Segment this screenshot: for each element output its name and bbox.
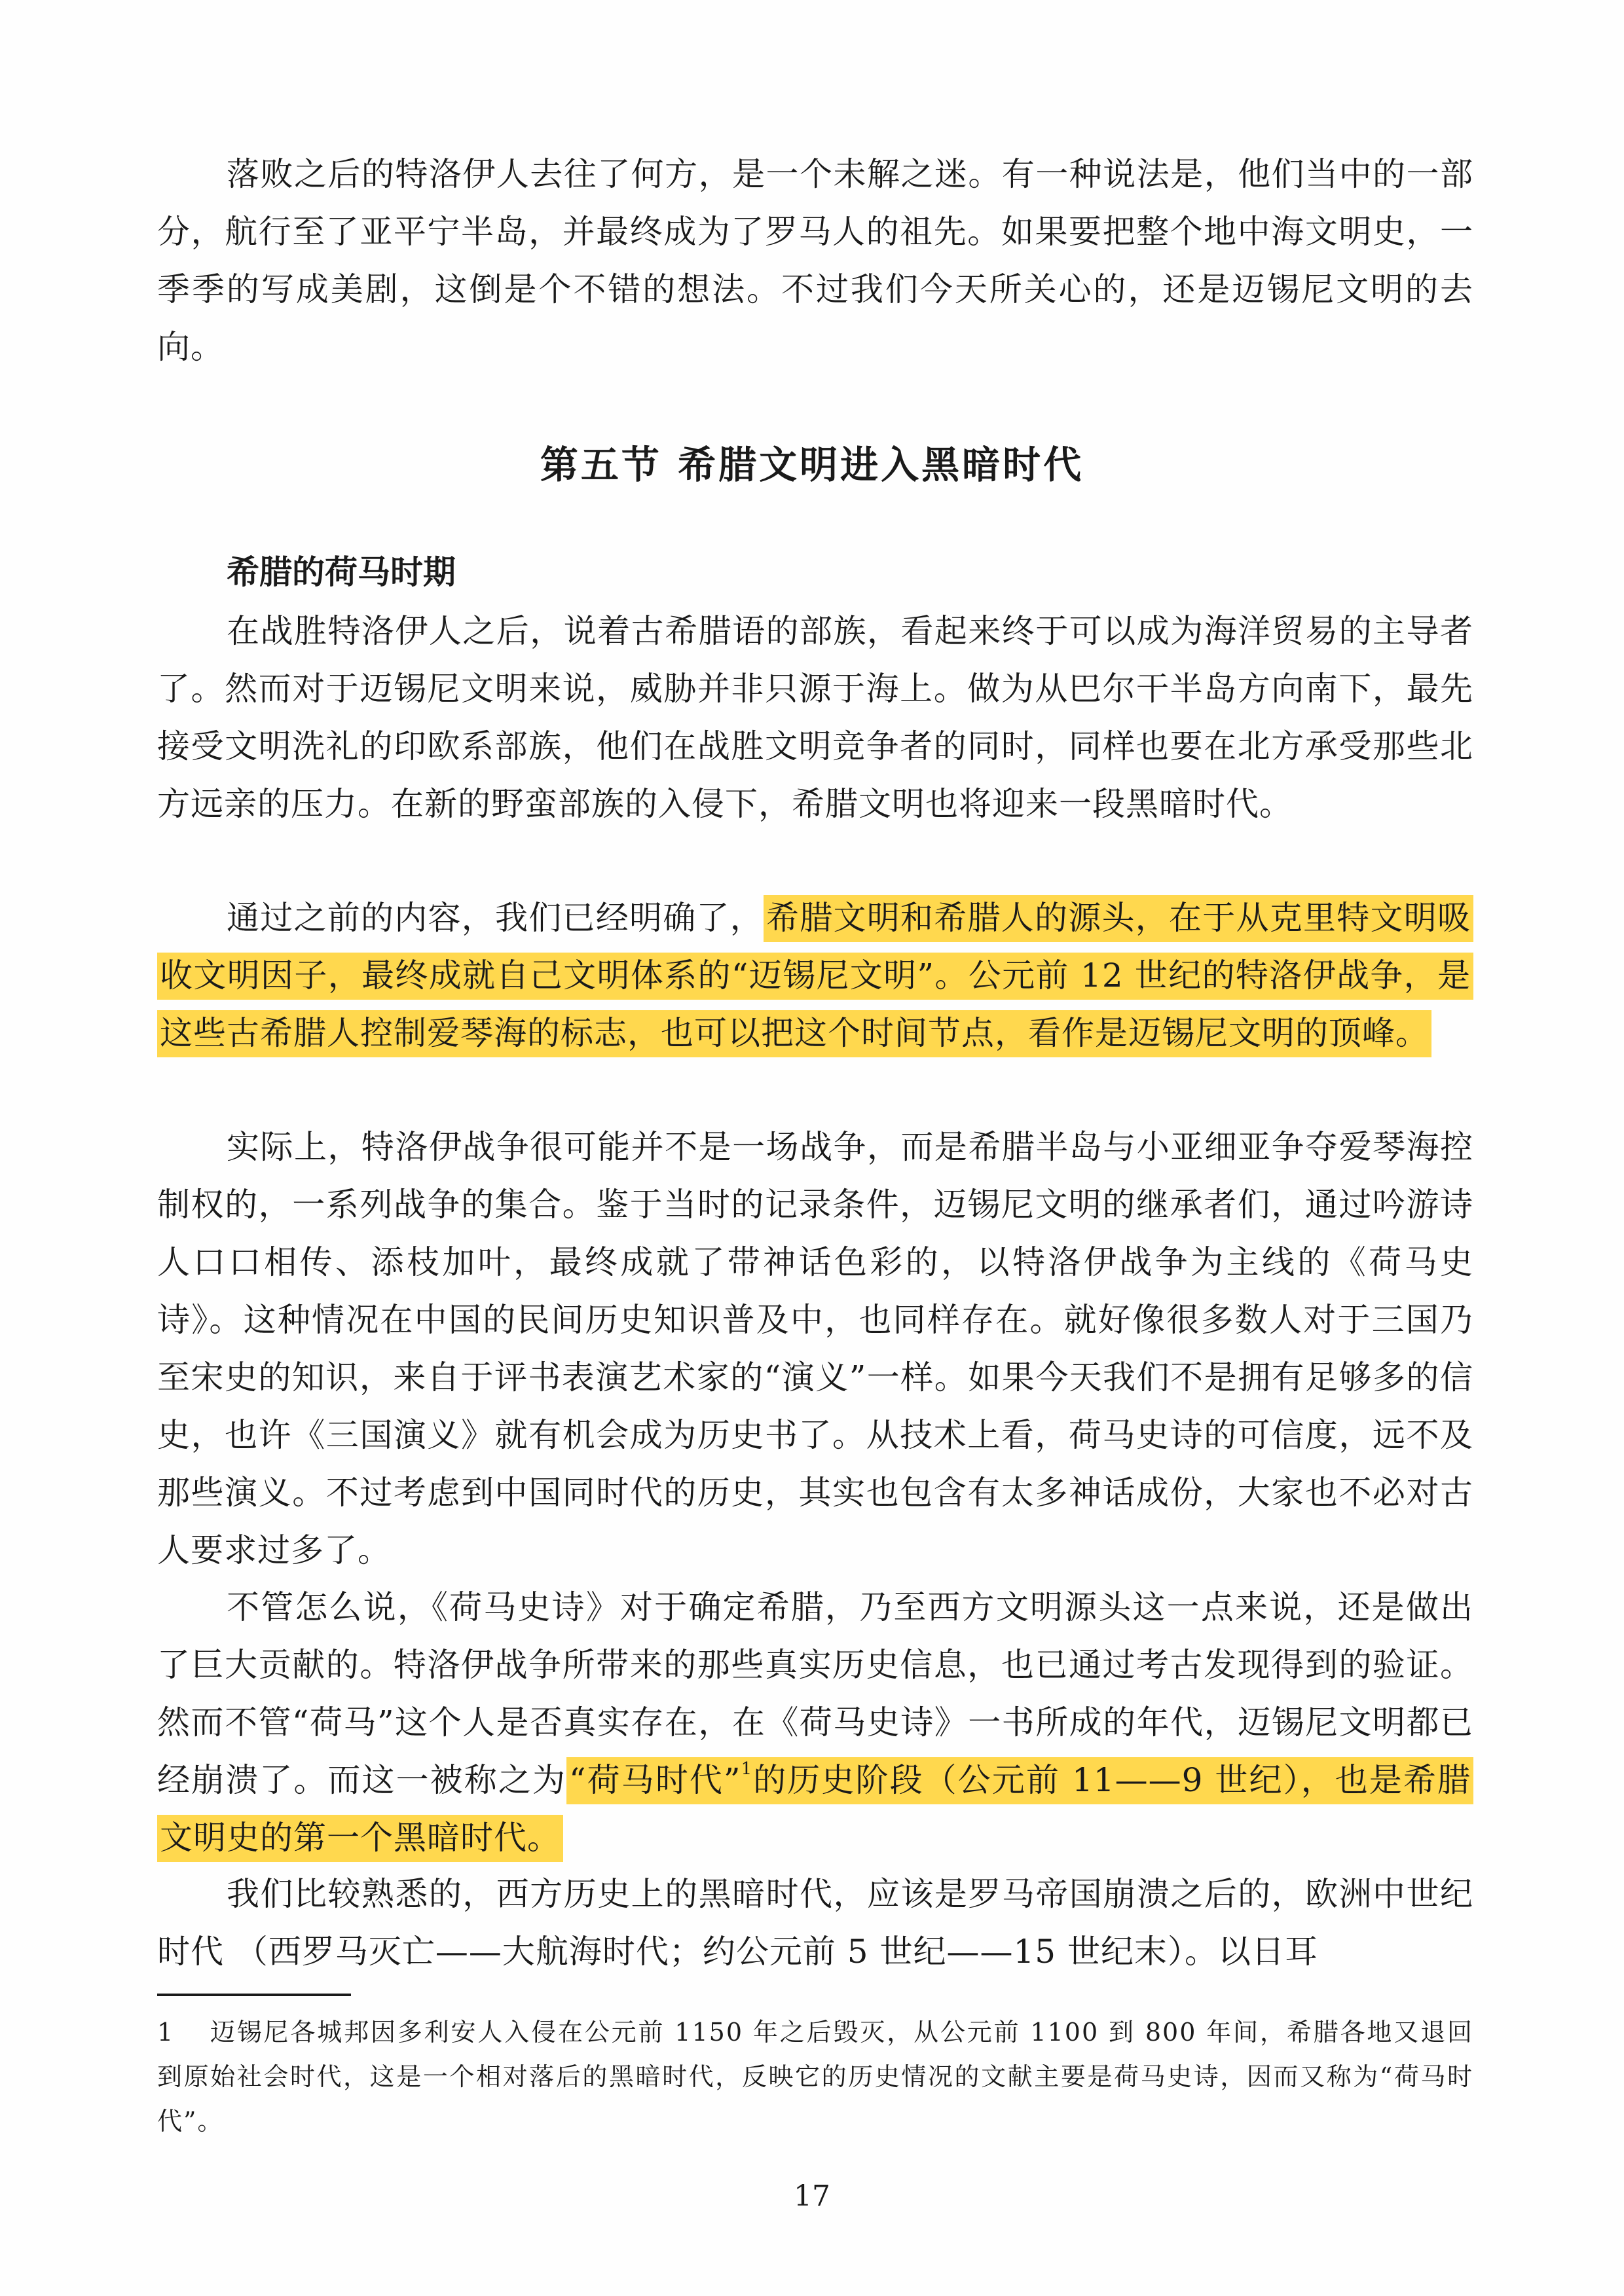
- paragraph-trojans-fate: 落败之后的特洛伊人去往了何方，是一个未解之迷。有一种说法是，他们当中的一部分，航行至了亚平宁半岛，并最终成为了罗马人的祖先。如果要把整个地中海文明史，一季季的写成美剧，这倒是个不错的想法。不过我们今天所关心的，还是迈锡尼文明的去向。: [157, 155, 1473, 366]
- paragraph-lead-text: 不管怎么说，《荷马史诗》对于确定希腊，乃至西方文明源头这一点来说，还是做出了巨大贡献的。特洛伊战争所带来的那些真实历史信息，也已通过考古发现得到的验证。然而不管“荷马”这个人是否真实存在，在《荷马史诗》一书所成的年代，迈锡尼文明都已经崩溃了。而这一被称之为: [157, 1588, 1473, 1799]
- paragraph-dark-age-intro: 在战胜特洛伊人之后，说着古希腊语的部族，看起来终于可以成为海洋贸易的主导者了。然而对于迈锡尼文明来说，威胁并非只源于海上。做为从巴尔干半岛方向南下，最先接受文明洗礼的印欧系部族，他们在战胜文明竞争者的同时，同样也要在北方承受那些北方远亲的压力。在新的野蛮部族的入侵下，希腊文明也将迎来一段黑暗时代。: [157, 612, 1473, 823]
- highlighted-text: 的历史阶段（公元前 11——9 世纪），也是希腊文明史的第一个黑暗时代。: [160, 1761, 1471, 1857]
- footnote-text: 迈锡尼各城邦因多利安人入侵在公元前 1150 年之后毁灭，从公元前 1100 到 800 年间，希腊各地又退回到原始社会时代，这是一个相对落后的黑暗时代，反映它的历史情况的文献主要是荷马史诗，因而又称为“荷马时代”。: [157, 2018, 1473, 2136]
- footnote-number: 1: [157, 2018, 175, 2047]
- section-title: 第五节 希腊文明进入黑暗时代: [540, 443, 1084, 487]
- paragraph-lead-text: 通过之前的内容，我们已经明确了，: [227, 899, 764, 937]
- paragraph-trojan-war: 实际上，特洛伊战争很可能并不是一场战争，而是希腊半岛与小亚细亚争夺爱琴海控制权的，一系列战争的集合。鉴于当时的记录条件，迈锡尼文明的继承者们，通过吟游诗人口口相传、添枝加叶，最终成就了带神话色彩的，以特洛伊战争为主线的《荷马史诗》。这种情况在中国的民间历史知识普及中，也同样存在。就好像很多数人对于三国乃至宋史的知识，来自于评书表演艺术家的“演义”一样。如果今天我们不是拥有足够多的信史，也许《三国演义》就有机会成为历史书了。从技术上看，荷马史诗的可信度，远不及那些演义。不过考虑到中国同时代的历史，其实也包含有太多神话成份，大家也不必对古人要求过多了。: [157, 1128, 1473, 1569]
- highlighted-passage: 希腊文明和希腊人的源头，在于从克里特文明吸收文明因子，最终成就自己文明体系的“迈锡尼文明”。公元前 12 世纪的特洛伊战争，是这些古希腊人控制爱琴海的标志，也可以把这个时间节点，看作是迈锡尼文明的顶峰。: [157, 895, 1473, 1057]
- paragraph-middle-ages: 我们比较熟悉的，西方历史上的黑暗时代，应该是罗马帝国崩溃之后的，欧洲中世纪时代 （西罗马灭亡——大航海时代；约公元前 5 世纪——15 世纪末）。以日耳: [157, 1875, 1473, 1971]
- highlighted-term: “荷马时代”: [569, 1761, 741, 1799]
- footnote-divider: [157, 1994, 351, 1996]
- footnote-reference[interactable]: 1: [741, 1759, 753, 1779]
- page-number: 17: [794, 2179, 830, 2213]
- paragraph-homer-epics: [157, 1578, 1473, 1867]
- subsection-title: 希腊的荷马时期: [227, 553, 456, 591]
- paragraph-mycenae-origin: [157, 889, 1473, 1062]
- footnote: [157, 2010, 1473, 2143]
